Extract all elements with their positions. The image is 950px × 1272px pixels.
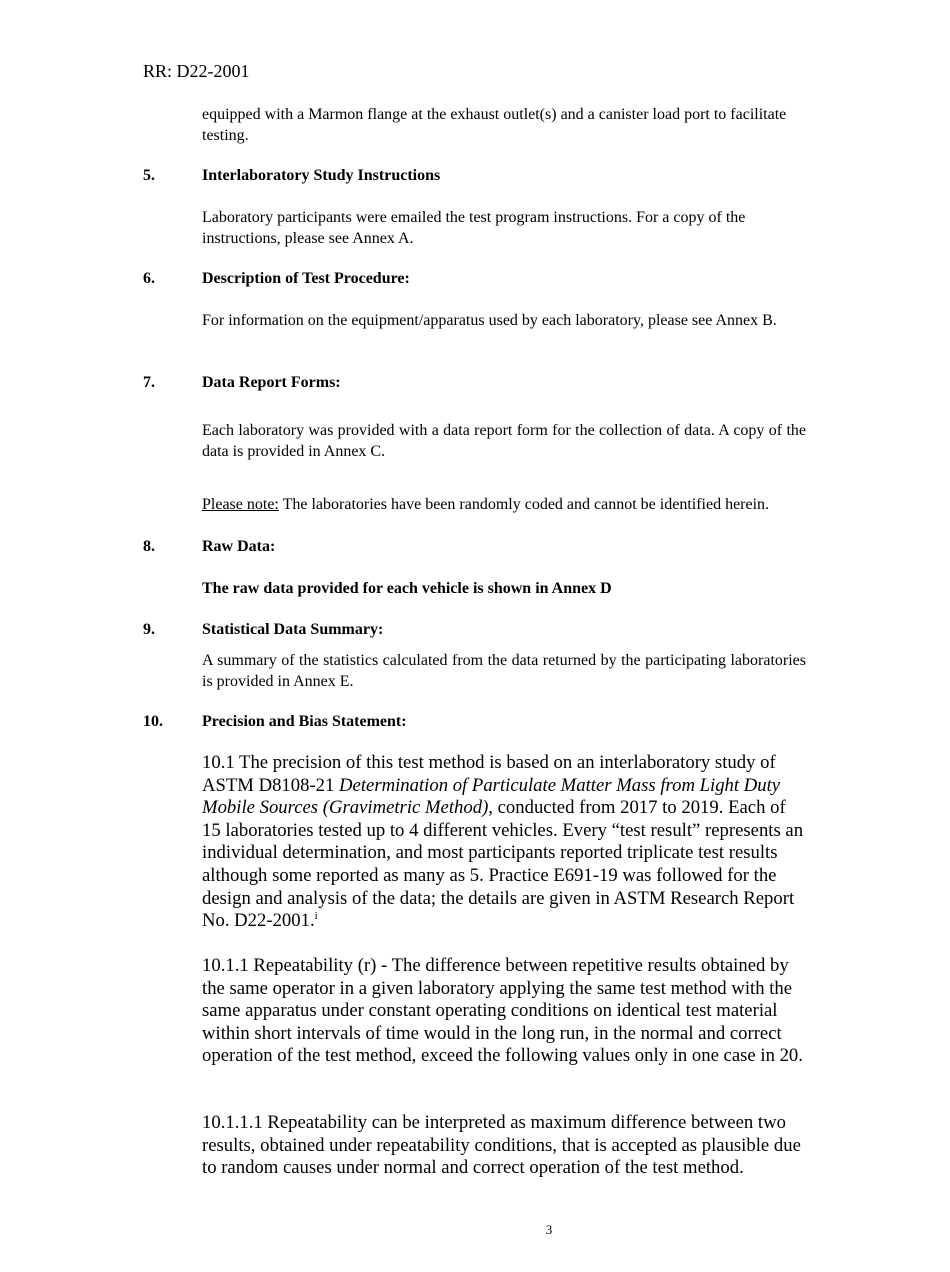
section-9-body: A summary of the statistics calculated from the data returned by the participating laboratories is provided in Annex E.	[202, 652, 806, 690]
section-9-number: 9.	[143, 621, 155, 638]
section-10-heading	[143, 712, 407, 732]
page-number: 3	[545, 1222, 553, 1237]
section-8-number: 8.	[143, 538, 155, 555]
section-8-title: Raw Data:	[202, 538, 276, 555]
section-10-title: Precision and Bias Statement:	[202, 713, 407, 730]
section-6-title: Description of Test Procedure:	[202, 270, 410, 287]
precision-text-a: 10.1 The precision of this test method is based on an interlaboratory study of ASTM D8108-21	[202, 752, 776, 796]
section-10-number: 10.	[143, 713, 163, 730]
note-label: Please note:	[202, 496, 279, 513]
method-title: Determination of Particulate Matter Mass from Light Duty Mobile Sources (Gravimetric Method)	[202, 774, 781, 819]
repeatability-paragraph: 10.1.1 Repeatability (r) - The difference between repetitive results obtained by the same operator in a given laboratory applying the same test method with the same apparatus under constant operating conditions on identical test material within short intervals of time would in the long run, in the normal and correct operation of the test method, exceed the following values only in one case in 20.	[202, 955, 803, 1067]
section-5-number: 5.	[143, 167, 155, 184]
section-9-title: Statistical Data Summary:	[202, 621, 384, 638]
section-7-note	[202, 494, 806, 515]
precision-paragraph	[202, 752, 806, 933]
section-7-heading	[143, 373, 341, 393]
section-5-body: Laboratory participants were emailed the test program instructions. For a copy of the instructions, please see Annex A.	[202, 209, 746, 247]
section-5-title: Interlaboratory Study Instructions	[202, 167, 441, 184]
section-6-number: 6.	[143, 270, 155, 287]
report-id-header: RR: D22-2001	[143, 61, 250, 81]
section-7-number: 7.	[143, 374, 155, 391]
section-8-body: The raw data provided for each vehicle is shown in Annex D	[202, 580, 612, 597]
precision-text-b: , conducted from 2017 to 2019. Each of 15 laboratories tested up to 4 different vehicles. Every “test result” represents an individual determination, and most participants reported triplicate test results although some reported as many as 5. Practice E691-19 was followed for the design and analysis of the data; the details are given in ASTM Research Report No. D22-2001.	[202, 797, 804, 932]
note-text: The laboratories have been randomly coded and cannot be identified herein.	[278, 496, 770, 513]
section-7-body: Each laboratory was provided with a data report form for the collection of data. A copy of the data is provided in Annex C.	[202, 422, 806, 460]
section-6-body: For information on the equipment/apparatus used by each laboratory, please see Annex B.	[202, 312, 777, 329]
repeatability-interpretation-paragraph: 10.1.1.1 Repeatability can be interpreted as maximum difference between two results, obtained under repeatability conditions, that is accepted as plausible due to random causes under normal and correct operation of the test method.	[202, 1112, 801, 1179]
section-8-heading	[143, 537, 275, 557]
intro-continuation: equipped with a Marmon flange at the exhaust outlet(s) and a canister load port to facilitate testing.	[202, 106, 787, 144]
section-9-heading	[143, 620, 383, 640]
section-7-title: Data Report Forms:	[202, 374, 341, 391]
section-5-heading	[143, 166, 440, 186]
section-6-heading	[143, 269, 410, 289]
footnote-marker[interactable]: i	[314, 909, 318, 922]
